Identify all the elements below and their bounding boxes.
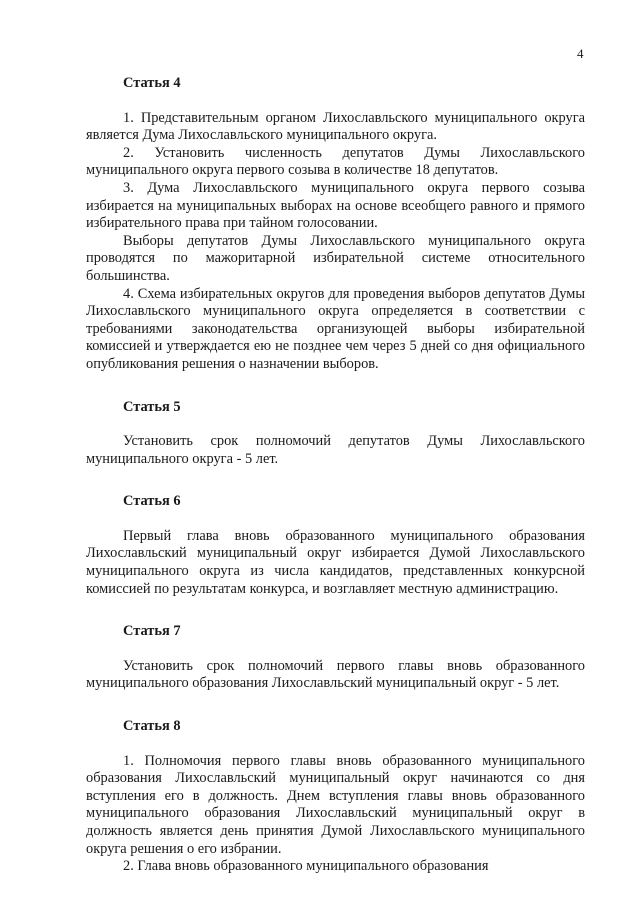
paragraph: 2. Глава вновь образованного муниципального образования (123, 858, 489, 875)
article-4 (86, 75, 585, 374)
article-heading: Статья 7 (123, 623, 181, 640)
paragraph: Выборы депутатов Думы Лихославльского муниципального округа проводятся по мажоритарной избирательной системе относительного большинства. (86, 232, 585, 284)
paragraph: 3. Дума Лихославльского муниципального округа первого созыва избирается на муниципальных выборах на основе всеобщего равного и прямого избирательного права при тайном голосовании. (86, 179, 585, 232)
article-heading: Статья 4 (123, 75, 181, 91)
article-heading: Статья 8 (123, 718, 181, 735)
article-5 (86, 399, 585, 469)
paragraph: Установить срок полномочий первого главы вновь образованного муниципального образования Лихославльский муниципальный округ - 5 лет. (86, 657, 585, 692)
article-8 (86, 718, 585, 876)
article-7 (86, 623, 585, 693)
article-6 (86, 493, 585, 598)
article-heading: Статья 6 (123, 493, 181, 510)
paragraph: Установить срок полномочий депутатов Думы Лихославльского муниципального округа - 5 лет. (86, 433, 585, 467)
paragraph: Первый глава вновь образованного муниципального образования Лихославльский муниципальный округ избирается Думой Лихославльского муниципального округа из числа кандидатов, представленных конкурсной комиссией по результатам конкурса, и возглавляет местную администрацию. (86, 527, 585, 597)
page-number: 4 (577, 46, 584, 61)
document-body (86, 60, 585, 876)
article-heading: Статья 5 (123, 398, 181, 415)
paragraph: 4. Схема избирательных округов для проведения выборов депутатов Думы Лихославльского муниципального округа определяется в соответствии с требованиями законодательства организующей выборы избирательной комиссией и утверждается ею не позднее чем через 5 дней со дня официального опубликования решения о назначении выборов. (86, 285, 585, 372)
paragraph: 1. Представительным органом Лихославльского муниципального округа является Дума Лихославльского муниципального округа. (86, 109, 585, 144)
paragraph: 2. Установить численность депутатов Думы Лихославльского муниципального округа первого созыва в количестве 18 депутатов. (86, 144, 585, 179)
paragraph: 1. Полномочия первого главы вновь образованного муниципального образования Лихославльский муниципальный округ начинаются со дня вступления его в должность. Днем вступления главы вновь образованного муниципального образования Лихославльский муниципальный округ в должность является день принятия Думой Лихославльского муниципального округа решения о его избрании. (86, 752, 585, 857)
